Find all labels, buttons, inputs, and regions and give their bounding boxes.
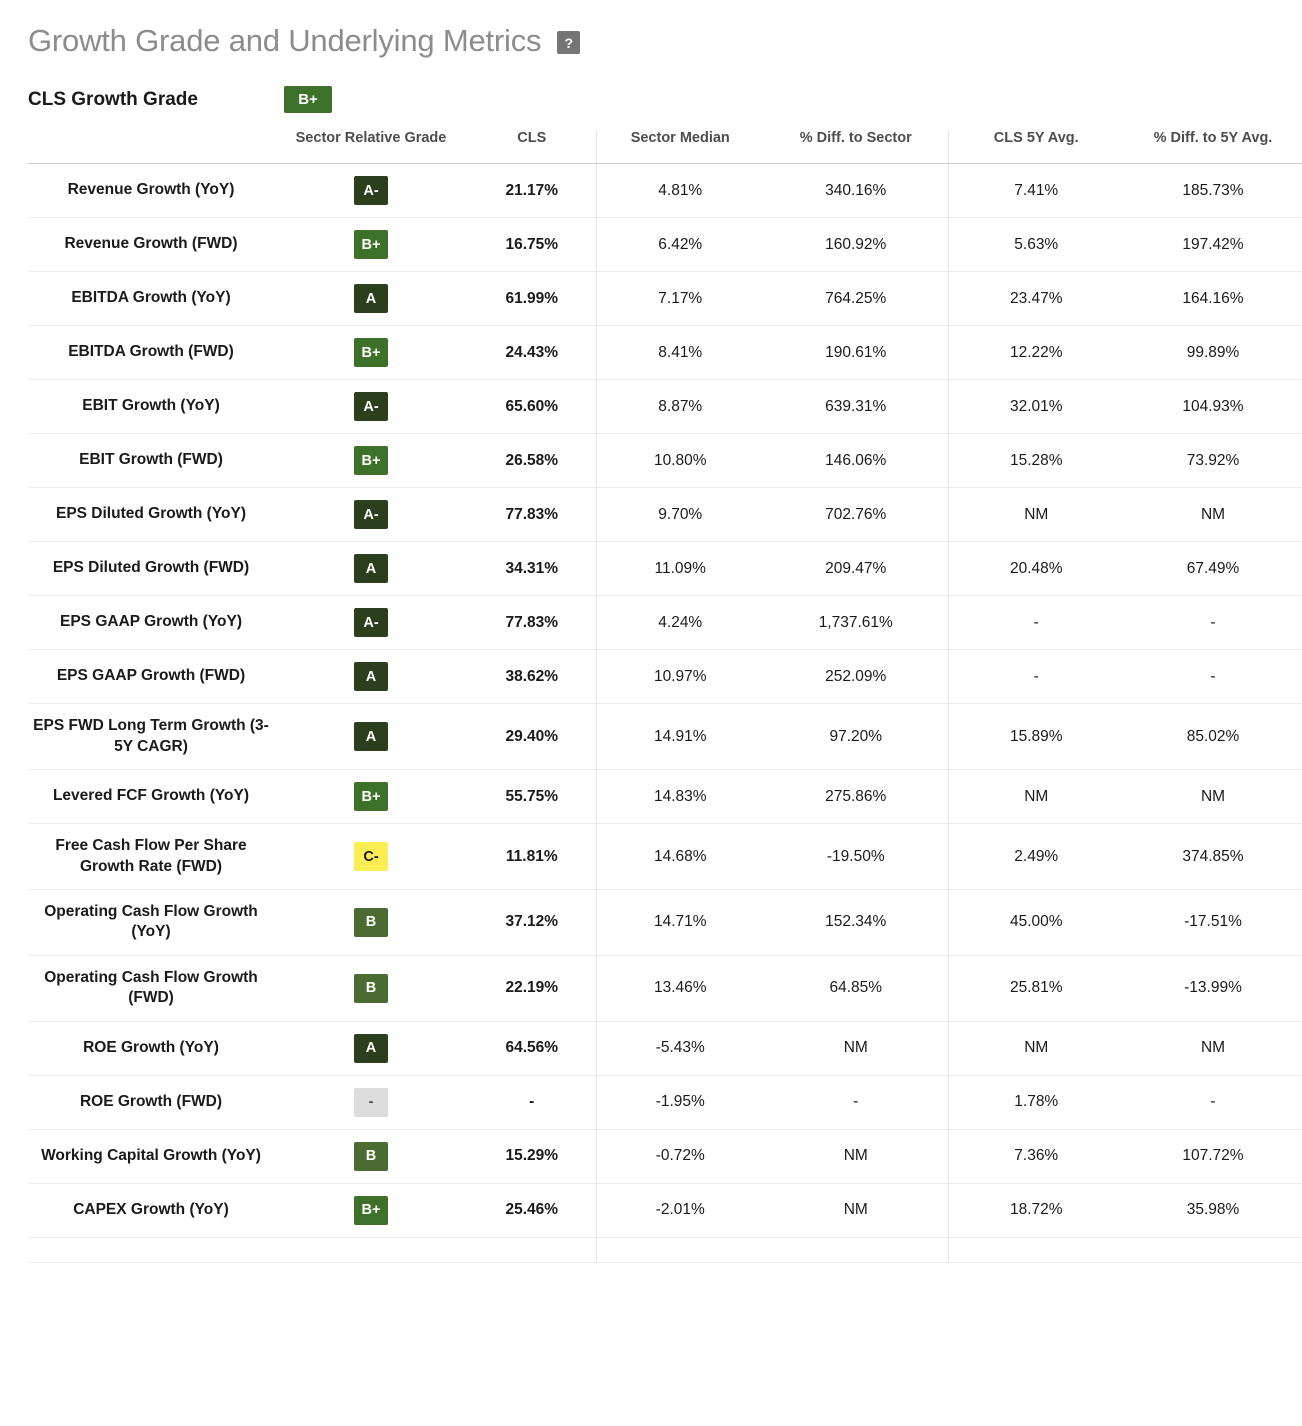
cls-5y-avg-value: NM bbox=[948, 1021, 1124, 1075]
cls-value: 77.83% bbox=[468, 488, 596, 542]
diff-to-sector-value: 639.31% bbox=[764, 380, 948, 434]
table-row bbox=[28, 704, 1302, 770]
cls-5y-avg-value: - bbox=[948, 596, 1124, 650]
cls-5y-avg-value: NM bbox=[948, 488, 1124, 542]
sector-median-value: 14.68% bbox=[596, 824, 764, 890]
diff-to-sector-value: 764.25% bbox=[764, 272, 948, 326]
cls-5y-avg-value: 32.01% bbox=[948, 380, 1124, 434]
truncated-cell bbox=[274, 1237, 468, 1262]
diff-to-5y-avg-value: 67.49% bbox=[1124, 542, 1302, 596]
sector-median-value: 14.83% bbox=[596, 770, 764, 824]
column-header-diff-to-5y-avg: % Diff. to 5Y Avg. bbox=[1153, 130, 1273, 147]
question-mark-icon[interactable]: ? bbox=[557, 31, 580, 54]
diff-to-5y-avg-value: 104.93% bbox=[1124, 380, 1302, 434]
sector-median-value: -0.72% bbox=[596, 1129, 764, 1183]
cls-5y-avg-value: 5.63% bbox=[948, 218, 1124, 272]
diff-to-sector-value: 209.47% bbox=[764, 542, 948, 596]
cls-value: 29.40% bbox=[468, 704, 596, 770]
cls-5y-avg-value: NM bbox=[948, 770, 1124, 824]
metric-label: ROE Growth (FWD) bbox=[28, 1075, 274, 1129]
grade-badge: A- bbox=[354, 392, 388, 421]
sector-relative-grade-badge bbox=[274, 770, 468, 824]
diff-to-5y-avg-value: 107.72% bbox=[1124, 1129, 1302, 1183]
grade-badge: A- bbox=[354, 176, 388, 205]
cls-value: 65.60% bbox=[468, 380, 596, 434]
metric-label: Operating Cash Flow Growth (FWD) bbox=[28, 955, 274, 1021]
grade-badge: A bbox=[354, 1034, 388, 1063]
sector-relative-grade-badge bbox=[274, 1183, 468, 1237]
metric-label: EPS Diluted Growth (YoY) bbox=[28, 488, 274, 542]
sector-relative-grade-badge bbox=[274, 434, 468, 488]
cls-5y-avg-value: 12.22% bbox=[948, 326, 1124, 380]
sector-relative-grade-badge bbox=[274, 326, 468, 380]
cls-value: - bbox=[468, 1075, 596, 1129]
table-row bbox=[28, 1075, 1302, 1129]
sector-median-value: 4.81% bbox=[596, 164, 764, 218]
cls-value: 11.81% bbox=[468, 824, 596, 890]
sector-relative-grade-badge bbox=[274, 1021, 468, 1075]
grade-badge: - bbox=[354, 1088, 388, 1117]
metric-label: Revenue Growth (YoY) bbox=[28, 164, 274, 218]
truncated-cell bbox=[764, 1237, 948, 1262]
diff-to-sector-value: NM bbox=[764, 1183, 948, 1237]
table-row bbox=[28, 272, 1302, 326]
sector-median-value: 10.80% bbox=[596, 434, 764, 488]
diff-to-sector-value: 97.20% bbox=[764, 704, 948, 770]
grade-badge: B+ bbox=[354, 782, 388, 811]
cls-value: 21.17% bbox=[468, 164, 596, 218]
metric-label: CAPEX Growth (YoY) bbox=[28, 1183, 274, 1237]
table-row bbox=[28, 955, 1302, 1021]
metric-label: Levered FCF Growth (YoY) bbox=[28, 770, 274, 824]
cls-value: 26.58% bbox=[468, 434, 596, 488]
cls-value: 64.56% bbox=[468, 1021, 596, 1075]
diff-to-5y-avg-value: -17.51% bbox=[1124, 890, 1302, 956]
sector-median-value: 14.91% bbox=[596, 704, 764, 770]
table-body bbox=[28, 164, 1302, 1263]
cls-5y-avg-value: 20.48% bbox=[948, 542, 1124, 596]
table-row bbox=[28, 596, 1302, 650]
cls-5y-avg-value: 1.78% bbox=[948, 1075, 1124, 1129]
diff-to-5y-avg-value: NM bbox=[1124, 1021, 1302, 1075]
diff-to-sector-value: 160.92% bbox=[764, 218, 948, 272]
column-header-sector-relative-grade: Sector Relative Grade bbox=[295, 130, 447, 147]
metric-label: EBITDA Growth (YoY) bbox=[28, 272, 274, 326]
sector-median-value: -1.95% bbox=[596, 1075, 764, 1129]
diff-to-sector-value: 146.06% bbox=[764, 434, 948, 488]
diff-to-5y-avg-value: 185.73% bbox=[1124, 164, 1302, 218]
diff-to-sector-value: 275.86% bbox=[764, 770, 948, 824]
diff-to-5y-avg-value: - bbox=[1124, 1075, 1302, 1129]
sector-relative-grade-badge bbox=[274, 272, 468, 326]
diff-to-sector-value: NM bbox=[764, 1021, 948, 1075]
cls-value: 15.29% bbox=[468, 1129, 596, 1183]
cls-value: 38.62% bbox=[468, 650, 596, 704]
diff-to-5y-avg-value: - bbox=[1124, 596, 1302, 650]
sector-relative-grade-badge bbox=[274, 1129, 468, 1183]
metric-label: ROE Growth (YoY) bbox=[28, 1021, 274, 1075]
cls-value: 34.31% bbox=[468, 542, 596, 596]
cls-value: 16.75% bbox=[468, 218, 596, 272]
table-row bbox=[28, 770, 1302, 824]
diff-to-sector-value: 252.09% bbox=[764, 650, 948, 704]
diff-to-sector-value: -19.50% bbox=[764, 824, 948, 890]
table-row-truncated bbox=[28, 1237, 1302, 1262]
sector-median-value: 11.09% bbox=[596, 542, 764, 596]
metric-label: EPS GAAP Growth (YoY) bbox=[28, 596, 274, 650]
diff-to-5y-avg-value: 99.89% bbox=[1124, 326, 1302, 380]
metric-label: EBITDA Growth (FWD) bbox=[28, 326, 274, 380]
cls-5y-avg-value: 23.47% bbox=[948, 272, 1124, 326]
diff-to-5y-avg-value: 374.85% bbox=[1124, 824, 1302, 890]
table-row bbox=[28, 218, 1302, 272]
metric-label: EBIT Growth (FWD) bbox=[28, 434, 274, 488]
sector-relative-grade-badge bbox=[274, 704, 468, 770]
diff-to-5y-avg-value: NM bbox=[1124, 488, 1302, 542]
diff-to-5y-avg-value: -13.99% bbox=[1124, 955, 1302, 1021]
sector-median-value: 13.46% bbox=[596, 955, 764, 1021]
column-header-diff-to-sector: % Diff. to Sector bbox=[799, 130, 912, 147]
diff-to-sector-value: 64.85% bbox=[764, 955, 948, 1021]
sector-median-value: -2.01% bbox=[596, 1183, 764, 1237]
diff-to-5y-avg-value: 197.42% bbox=[1124, 218, 1302, 272]
sector-median-value: 4.24% bbox=[596, 596, 764, 650]
overall-grade-badge: B+ bbox=[284, 86, 332, 113]
sector-relative-grade-badge bbox=[274, 955, 468, 1021]
diff-to-sector-value: NM bbox=[764, 1129, 948, 1183]
diff-to-5y-avg-value: 35.98% bbox=[1124, 1183, 1302, 1237]
grade-badge: A- bbox=[354, 608, 388, 637]
sector-median-value: 6.42% bbox=[596, 218, 764, 272]
sector-relative-grade-badge bbox=[274, 218, 468, 272]
cls-value: 55.75% bbox=[468, 770, 596, 824]
truncated-cell bbox=[468, 1237, 596, 1262]
cls-value: 61.99% bbox=[468, 272, 596, 326]
diff-to-sector-value: - bbox=[764, 1075, 948, 1129]
table-row bbox=[28, 488, 1302, 542]
diff-to-sector-value: 340.16% bbox=[764, 164, 948, 218]
cls-value: 24.43% bbox=[468, 326, 596, 380]
cls-5y-avg-value: 7.36% bbox=[948, 1129, 1124, 1183]
truncated-cell bbox=[1124, 1237, 1302, 1262]
grade-badge: A- bbox=[354, 500, 388, 529]
metric-label: Operating Cash Flow Growth (YoY) bbox=[28, 890, 274, 956]
cls-value: 22.19% bbox=[468, 955, 596, 1021]
table-row bbox=[28, 1183, 1302, 1237]
grade-badge: B+ bbox=[354, 446, 388, 475]
metric-label: EPS FWD Long Term Growth (3-5Y CAGR) bbox=[28, 704, 274, 770]
sector-relative-grade-badge bbox=[274, 824, 468, 890]
sector-relative-grade-badge bbox=[274, 596, 468, 650]
sector-median-value: -5.43% bbox=[596, 1021, 764, 1075]
metric-label: Revenue Growth (FWD) bbox=[28, 218, 274, 272]
diff-to-sector-value: 702.76% bbox=[764, 488, 948, 542]
growth-metrics-table bbox=[28, 130, 1302, 1263]
grade-badge: B+ bbox=[354, 338, 388, 367]
cls-5y-avg-value: 7.41% bbox=[948, 164, 1124, 218]
sector-median-value: 9.70% bbox=[596, 488, 764, 542]
metric-label: Working Capital Growth (YoY) bbox=[28, 1129, 274, 1183]
metric-label: Free Cash Flow Per Share Growth Rate (FWD) bbox=[28, 824, 274, 890]
grade-badge: A bbox=[354, 554, 388, 583]
sector-relative-grade-badge bbox=[274, 380, 468, 434]
cls-5y-avg-value: 2.49% bbox=[948, 824, 1124, 890]
sector-relative-grade-badge bbox=[274, 650, 468, 704]
sector-median-value: 14.71% bbox=[596, 890, 764, 956]
sector-relative-grade-badge bbox=[274, 542, 468, 596]
sector-relative-grade-badge bbox=[274, 1075, 468, 1129]
grade-badge: B bbox=[354, 974, 388, 1003]
grade-summary-label: CLS Growth Grade bbox=[28, 88, 198, 110]
sector-median-value: 10.97% bbox=[596, 650, 764, 704]
cls-value: 37.12% bbox=[468, 890, 596, 956]
table-row bbox=[28, 890, 1302, 956]
diff-to-5y-avg-value: 85.02% bbox=[1124, 704, 1302, 770]
sector-median-value: 8.87% bbox=[596, 380, 764, 434]
grade-badge: A bbox=[354, 722, 388, 751]
grade-badge: A bbox=[354, 662, 388, 691]
cls-value: 25.46% bbox=[468, 1183, 596, 1237]
sector-median-value: 8.41% bbox=[596, 326, 764, 380]
sector-relative-grade-badge bbox=[274, 890, 468, 956]
column-header-cls-5y-avg: CLS 5Y Avg. bbox=[948, 130, 1124, 164]
truncated-cell bbox=[948, 1237, 1124, 1262]
grade-badge: B+ bbox=[354, 230, 388, 259]
grade-badge: B bbox=[354, 1142, 388, 1171]
diff-to-sector-value: 1,737.61% bbox=[764, 596, 948, 650]
cls-5y-avg-value: 18.72% bbox=[948, 1183, 1124, 1237]
sector-relative-grade-badge bbox=[274, 164, 468, 218]
metric-label: EBIT Growth (YoY) bbox=[28, 380, 274, 434]
grade-summary bbox=[0, 59, 1302, 113]
table-row bbox=[28, 1021, 1302, 1075]
cls-value: 77.83% bbox=[468, 596, 596, 650]
table-row bbox=[28, 434, 1302, 488]
diff-to-sector-value: 152.34% bbox=[764, 890, 948, 956]
sector-relative-grade-badge bbox=[274, 488, 468, 542]
cls-5y-avg-value: 25.81% bbox=[948, 955, 1124, 1021]
column-header-cls: CLS bbox=[517, 130, 547, 147]
grade-badge: B+ bbox=[354, 1196, 388, 1225]
diff-to-5y-avg-value: 73.92% bbox=[1124, 434, 1302, 488]
cls-5y-avg-value: - bbox=[948, 650, 1124, 704]
grade-badge: C- bbox=[354, 842, 388, 871]
table-row bbox=[28, 164, 1302, 218]
column-header-sector-median: Sector Median bbox=[596, 130, 764, 164]
diff-to-5y-avg-value: 164.16% bbox=[1124, 272, 1302, 326]
metric-label: EPS Diluted Growth (FWD) bbox=[28, 542, 274, 596]
table-row bbox=[28, 650, 1302, 704]
diff-to-5y-avg-value: NM bbox=[1124, 770, 1302, 824]
table-header bbox=[28, 130, 1302, 164]
grade-badge: B bbox=[354, 908, 388, 937]
grade-badge: A bbox=[354, 284, 388, 313]
cls-5y-avg-value: 15.28% bbox=[948, 434, 1124, 488]
table-row bbox=[28, 1129, 1302, 1183]
truncated-cell bbox=[596, 1237, 764, 1262]
diff-to-sector-value: 190.61% bbox=[764, 326, 948, 380]
table-row bbox=[28, 326, 1302, 380]
column-header-metric bbox=[28, 130, 274, 164]
table-row bbox=[28, 824, 1302, 890]
diff-to-5y-avg-value: - bbox=[1124, 650, 1302, 704]
truncated-cell bbox=[28, 1237, 274, 1262]
panel-header bbox=[0, 0, 1302, 59]
table-row bbox=[28, 380, 1302, 434]
cls-5y-avg-value: 15.89% bbox=[948, 704, 1124, 770]
table-row bbox=[28, 542, 1302, 596]
metric-label: EPS GAAP Growth (FWD) bbox=[28, 650, 274, 704]
cls-5y-avg-value: 45.00% bbox=[948, 890, 1124, 956]
page-title: Growth Grade and Underlying Metrics bbox=[28, 23, 542, 58]
sector-median-value: 7.17% bbox=[596, 272, 764, 326]
